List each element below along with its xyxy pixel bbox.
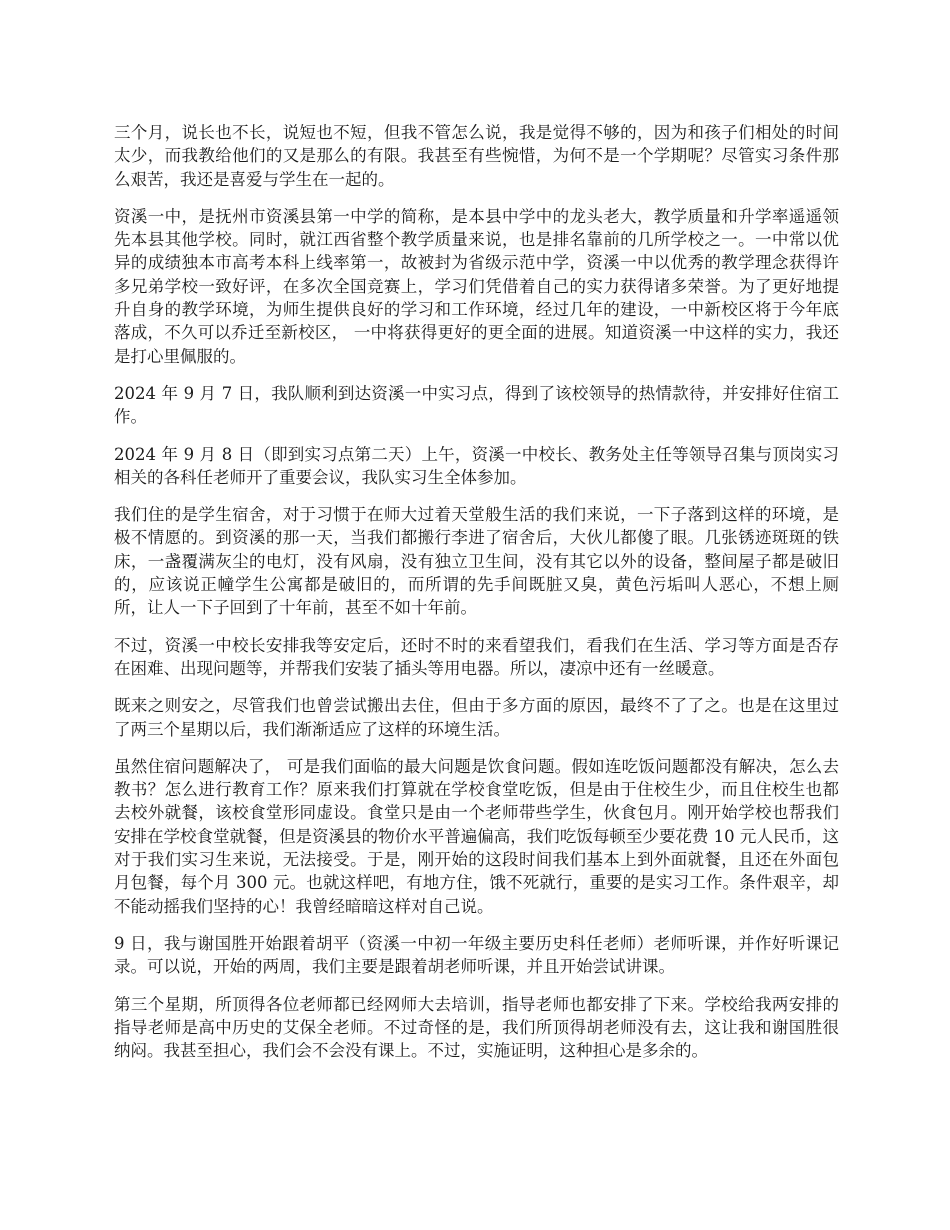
paragraph-3: 2024 年 9 月 7 日，我队顺利到达资溪一中实习点，得到了该校领导的热情款待，并安排好住宿工作。: [114, 383, 839, 427]
paragraph-1: 三个月，说长也不长，说短也不短，但我不管怎么说，我是觉得不够的，因为和孩子们相处的时间太少，而我教给他们的又是那么的有限。我甚至有些惋惜，为何不是一个学期呢？尽管实习条件那么艰苦，我还是喜爱与学生在一起的。: [114, 123, 839, 189]
paragraph-4: 2024 年 9 月 8 日（即到实习点第二天）上午，资溪一中校长、教务处主任等领导召集与顶岗实习相关的各科任老师开了重要会议，我队实习生全体参加。: [114, 444, 839, 487]
document-page: [114, 121, 839, 1076]
paragraph-6: 不过，资溪一中校长安排我等安定后，还时不时的来看望我们，看我们在生活、学习等方面是否存在困难、出现问题等，并帮我们安装了插头等用电器。所以，凄凉中还有一丝暖意。: [114, 635, 839, 678]
paragraph-9: 9 日，我与谢国胜开始跟着胡平（资溪一中初一年级主要历史科任老师）老师听课，并作好听课记录。可以说，开始的两周，我们主要是跟着胡老师听课，并且开始尝试讲课。: [114, 933, 839, 977]
paragraph-10: 第三个星期，所顶得各位老师都已经网师大去培训，指导老师也都安排了下来。学校给我两安排的指导老师是高中历史的艾保全老师。不过奇怪的是，我们所顶得胡老师没有去，这让我和谢国胜很纳闷。我甚至担心，我们会不会没有课上。不过，实施证明，这种担心是多余的。: [114, 994, 839, 1061]
paragraph-5: 我们住的是学生宿舍，对于习惯于在师大过着天堂般生活的我们来说，一下子落到这样的环境，是极不情愿的。到资溪的那一天，当我们都搬行李进了宿舍后，大伙儿都傻了眼。几张锈迹斑斑的铁床，一盏覆满灰尘的电灯，没有风扇，没有独立卫生间，没有其它以外的设备，整间屋子都是破旧的，应该说正幢学生公寓都是破旧的，而所谓的先手间既脏又臭，黄色污垢叫人恶心，不想上厕所，让人一下子回到了十年前，甚至不如十年前。: [114, 505, 839, 618]
paragraph-2: 资溪一中，是抚州市资溪县第一中学的简称，是本县中学中的龙头老大，教学质量和升学率遥遥领先本县其他学校。同时，就江西省整个教学质量来说，也是排名靠前的几所学校之一。一中常以优异的成绩独本市高考本科上线率第一，故被封为省级示范中学，资溪一中以优秀的教学理念获得许多兄弟学校一致好评，在多次全国竞赛上，学习们凭借着自己的实力获得诸多荣誉。为了更好地提升自身的教学环境，为师生提供良好的学习和工作环境，经过几年的建设，一中新校区将于今年底落成，不久可以乔迁至新校区， 一中将获得更好的更全面的进展。知道资溪一中这样的实力，我还是打心里佩服的。: [114, 206, 839, 366]
paragraph-7: 既来之则安之，尽管我们也曾尝试搬出去住，但由于多方面的原因，最终不了了之。也是在这里过了两三个星期以后，我们渐渐适应了这样的环境生活。: [114, 696, 839, 739]
paragraph-8: 虽然住宿问题解决了， 可是我们面临的最大问题是饮食问题。假如连吃饭问题都没有解决，怎么去教书？怎么进行教育工作？原来我们打算就在学校食堂吃饭，但是由于住校生少，而且住校生也都去校外就餐，该校食堂形同虚设。食堂只是由一个老师带些学生，伙食包月。刚开始学校也帮我们安排在学校食堂就餐，但是资溪县的物价水平普遍偏高，我们吃饭每顿至少要花费 10 元人民币，这对于我们实习生来说，无法接受。于是，刚开始的这段时间我们基本上到外面就餐，且还在外面包月包餐，每个月 300 元。也就这样吧，有地方住，饿不死就行，重要的是实习工作。条件艰辛，却不能动摇我们坚持的心！我曾经暗暗这样对自己说。: [114, 756, 839, 916]
